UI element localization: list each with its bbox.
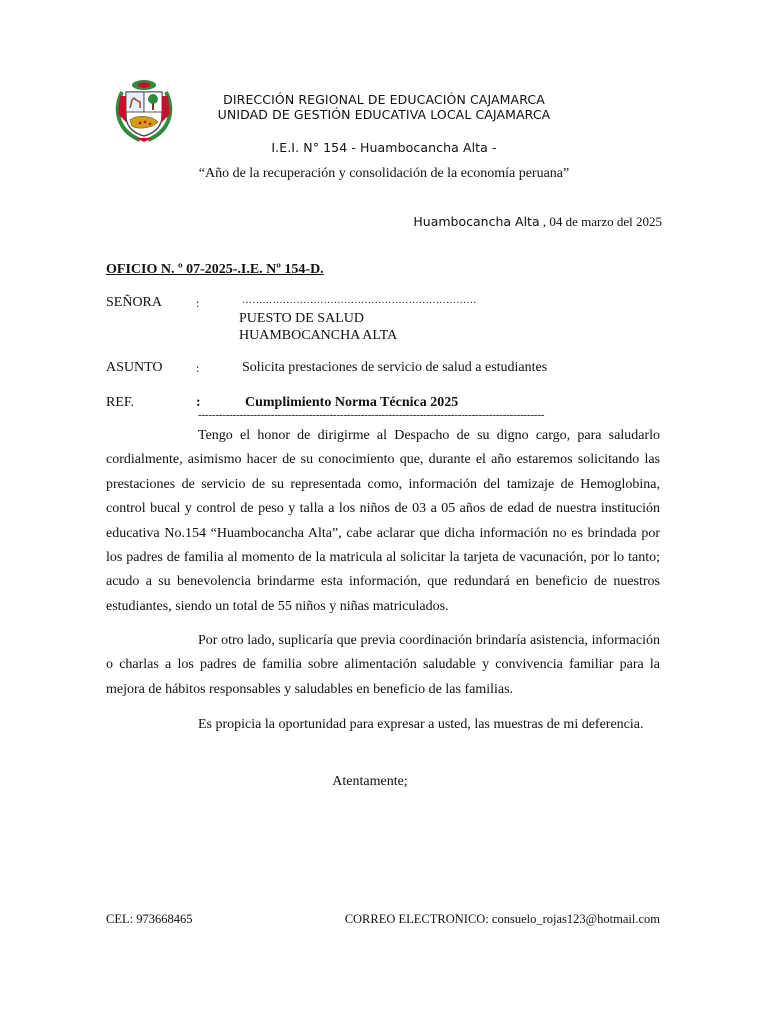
place: Huambocancha Alta: [413, 214, 540, 229]
recipient-line-2: HUAMBOCANCHA ALTA: [239, 328, 398, 343]
place-date: [413, 214, 662, 230]
header-line-directorate: DIRECCIÓN REGIONAL DE EDUCACIÓN CAJAMARCA: [223, 92, 545, 107]
header-line-ugel: UNIDAD DE GESTIÓN EDUCATIVA LOCAL CAJAMARCA: [217, 107, 551, 122]
subject-value: Solicita prestaciones de servicio de salud a estudiantes: [242, 360, 548, 375]
reference-value: Cumplimiento Norma Técnica 2025: [245, 395, 459, 410]
recipient-line-1: PUESTO DE SALUD: [239, 311, 364, 326]
body-paragraph-2-text: Por otro lado, suplicaría que previa coordinación brindaría asistencia, información o charlas a los padres de familia sobre alimentación saludable y convivencia familiar para la mejora de hábitos responsables y saludables en beneficio de las familias.: [106, 633, 660, 697]
footer-phone: CEL: 973668465: [106, 912, 193, 926]
reference-label: REF.: [106, 395, 135, 410]
body-paragraph-3: [106, 713, 660, 737]
date: , 04 de marzo del 2025: [542, 214, 662, 229]
recipient-colon: :: [196, 296, 200, 310]
recipient-label: SEÑORA: [106, 295, 163, 310]
header-line-school: I.E.I. N° 154 - Huambocancha Alta -: [271, 140, 497, 155]
oficio-number: OFICIO N. º 07-2025-.I.E. Nº 154-D.: [106, 262, 324, 277]
body-paragraph-1: [106, 424, 660, 619]
body-paragraph-1-text: Tengo el honor de dirigirme al Despacho de su digno cargo, para saludarlo cordialmente, asimismo hacer de su conocimiento que, durante el año estaremos solicitando las prestaciones de servicio de su representada como, información del tamizaje de Hemoglobina, control bucal y control de peso y talla a los niños de 03 a 05 años de edad de nuestra institución educativa No.154 “Huambocancha Alta”, cabe aclarar que dicha información no es brindada por los padres de familia al momento de la matricula al solicitar la tarjeta de vacunación, por lo tanto; acudo a su benevolencia brindarme esta información, que redundará en beneficio de nuestros estudiantes, siendo un total de 55 niños y niñas matriculados.: [106, 428, 660, 614]
subject-label: ASUNTO: [106, 360, 163, 375]
subject-colon: :: [196, 361, 200, 375]
separator-rule: ----------------------------------------------------------------------------------------------------: [198, 409, 545, 421]
recipient-name-blank: ……………………………………………………………: [242, 295, 477, 306]
body-paragraph-2: [106, 629, 660, 702]
footer-email: CORREO ELECTRONICO: consuelo_rojas123@hotmail.com: [344, 912, 660, 926]
body-paragraph-3-text: Es propicia la oportunidad para expresar a usted, las muestras de mi deferencia.: [198, 717, 644, 732]
closing: Atentamente;: [332, 774, 408, 789]
year-motto: “Año de la recuperación y consolidación de la economía peruana”: [198, 166, 570, 181]
reference-colon: :: [196, 395, 201, 410]
